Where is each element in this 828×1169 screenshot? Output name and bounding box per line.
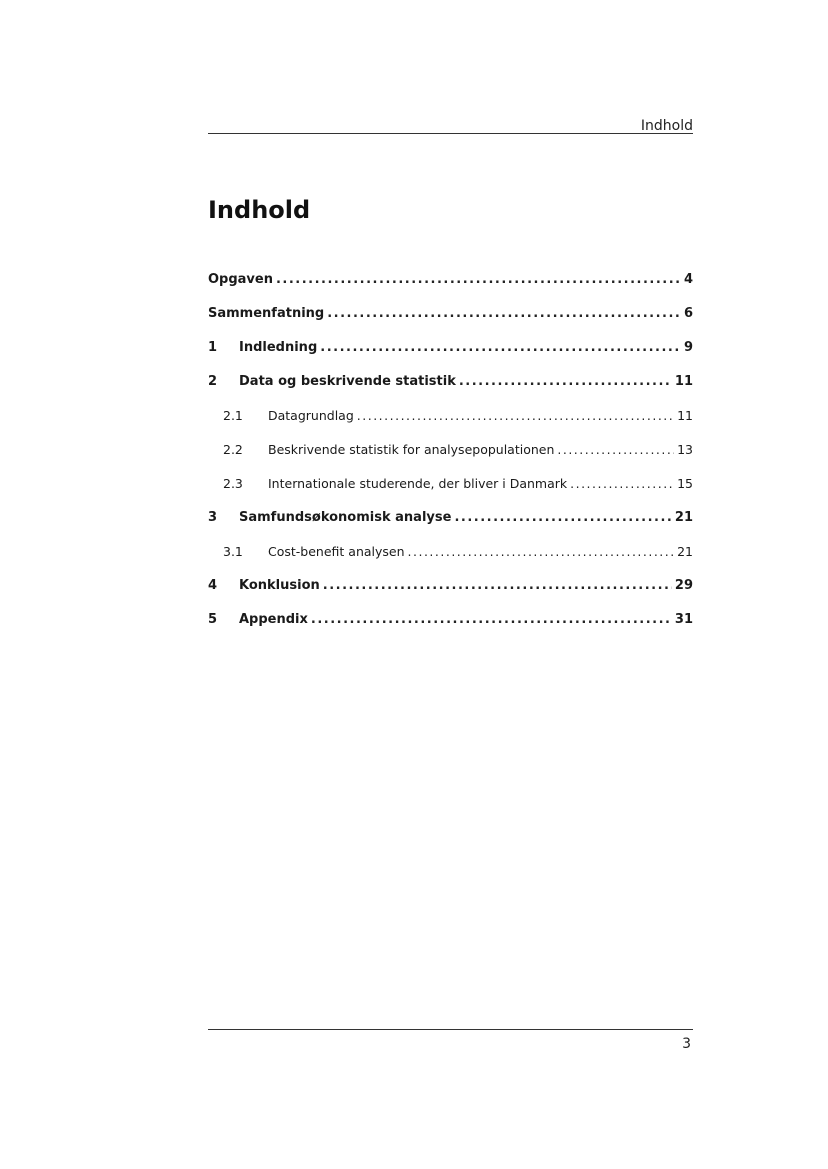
toc-entry-cost-benefit[interactable] (208, 544, 693, 578)
toc-leader-dots (311, 612, 672, 627)
toc-entry-title: Internationale studerende, der bliver i Danmark (268, 476, 568, 491)
toc-entry-konklusion[interactable] (208, 578, 693, 612)
toc-entry-indledning[interactable] (208, 340, 693, 374)
toc-leader-dots (357, 408, 674, 423)
toc-entry-number: 5 (208, 612, 218, 627)
table-of-contents (208, 272, 693, 646)
page-title: Indhold (208, 196, 311, 224)
toc-entry-title: Konklusion (239, 578, 320, 593)
toc-entry-title: Cost-benefit analysen (268, 544, 405, 559)
toc-entry-number: 3.1 (223, 544, 243, 559)
toc-entry-title: Data og beskrivende statistik (239, 374, 456, 389)
toc-entry-page: 11 (674, 374, 693, 389)
page-number: 3 (682, 1036, 691, 1052)
toc-entry-title: Opgaven (208, 272, 273, 287)
toc-entry-title: Sammenfatning (208, 306, 325, 321)
toc-leader-dots (570, 476, 674, 491)
header-rule (208, 133, 693, 134)
toc-leader-dots (408, 544, 675, 559)
toc-entry-number: 1 (208, 340, 218, 355)
running-head: Indhold (640, 118, 693, 134)
toc-entry-number: 2.1 (223, 408, 243, 423)
toc-entry-number: 4 (208, 578, 218, 593)
toc-leader-dots (459, 374, 672, 389)
toc-entry-sammenfatning[interactable] (208, 306, 693, 340)
toc-entry-title: Appendix (239, 612, 308, 627)
toc-entry-opgaven[interactable] (208, 272, 693, 306)
toc-entry-page: 29 (674, 578, 693, 593)
toc-leader-dots (323, 578, 672, 593)
toc-entry-page: 31 (674, 612, 693, 627)
toc-entry-number: 2 (208, 374, 218, 389)
toc-entry-data[interactable] (208, 374, 693, 408)
toc-entry-title: Datagrundlag (268, 408, 354, 423)
toc-entry-page: 9 (683, 340, 693, 355)
toc-entry-title: Beskrivende statistik for analysepopulationen (268, 442, 555, 457)
toc-entry-page: 21 (677, 544, 693, 559)
toc-leader-dots (454, 510, 671, 525)
toc-entry-appendix[interactable] (208, 612, 693, 646)
toc-leader-dots (320, 340, 681, 355)
toc-leader-dots (557, 442, 674, 457)
toc-entry-beskrivende-statistik[interactable] (208, 442, 693, 476)
toc-entry-number: 3 (208, 510, 218, 525)
footer-rule (208, 1029, 693, 1030)
toc-entry-title: Samfundsøkonomisk analyse (239, 510, 452, 525)
toc-leader-dots (327, 306, 681, 321)
toc-entry-title: Indledning (239, 340, 318, 355)
toc-entry-samfundsokonomisk-analyse[interactable] (208, 510, 693, 544)
toc-entry-page: 15 (677, 476, 693, 491)
toc-entry-page: 6 (683, 306, 693, 321)
toc-entry-page: 4 (683, 272, 693, 287)
toc-entry-datagrundlag[interactable] (208, 408, 693, 442)
toc-entry-number: 2.3 (223, 476, 243, 491)
toc-entry-number: 2.2 (223, 442, 243, 457)
toc-leader-dots (276, 272, 681, 287)
toc-entry-page: 21 (674, 510, 693, 525)
toc-entry-internationale-studerende[interactable] (208, 476, 693, 510)
toc-entry-page: 13 (677, 442, 693, 457)
toc-entry-page: 11 (677, 408, 693, 423)
